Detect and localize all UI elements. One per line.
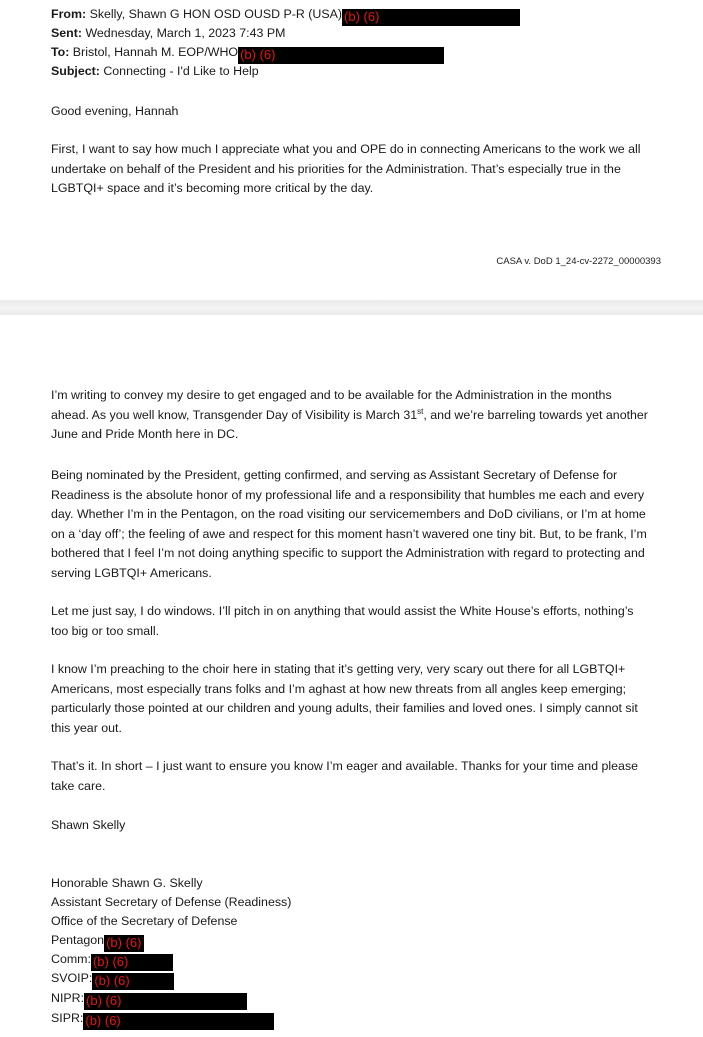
redaction-box: (b) (6) — [84, 993, 247, 1010]
signature-nipr — [51, 990, 247, 1010]
to-label: To: — [51, 45, 70, 59]
paragraph-2-text-b: , and we’re barreling towards yet another June and Pride Month here in DC. — [51, 407, 648, 441]
paragraph-4-text: Let me just say, I do windows. I’ll pitch in on anything that would assist the White House’s efforts, nothing’s too big or too small. — [51, 604, 634, 638]
superscript-st: st — [417, 406, 424, 416]
redaction-box: (b) (6) — [238, 47, 444, 64]
signature-comm — [51, 951, 173, 971]
signature-sipr — [51, 1010, 274, 1030]
sipr-label: SIPR: — [51, 1011, 84, 1025]
page-break — [0, 300, 703, 315]
document-page-1 — [0, 0, 703, 300]
svoip-label: SVOIP: — [51, 971, 93, 985]
paragraph-2 — [51, 386, 651, 445]
header-sent — [51, 25, 285, 41]
redaction-box: (b) (6) — [83, 1013, 274, 1030]
subject-label: Subject: — [51, 64, 100, 78]
bates-number: CASA v. DoD 1_24-cv-2272_00000393 — [496, 256, 661, 267]
paragraph-3 — [51, 466, 651, 583]
from-value: Skelly, Shawn G HON OSD OUSD P-R (USA) — [89, 7, 343, 21]
header-subject — [51, 63, 259, 79]
subject-value: Connecting - I'd Like to Help — [103, 64, 259, 78]
comm-label: Comm: — [51, 952, 91, 966]
sent-value: Wednesday, March 1, 2023 7:43 PM — [85, 26, 286, 40]
signature-pentagon — [51, 932, 144, 952]
nipr-label: NIPR: — [51, 991, 85, 1005]
signoff: Shawn Skelly — [51, 818, 126, 832]
paragraph-3-text: Being nominated by the President, getting confirmed, and serving as Assistant Secretary of Defense for Readiness is the absolute honor of my professional life and a responsibility that humbles me each and every day. Whether I’m in the Pentagon, on the road visiting our servicemembers and DoD civilians, or I’m at home on a ‘day off’; the feeling of awe and respect for this moment hasn’t wavered one tiny bit. But, to be frank, I’m bothered that I feel I’m not doing anything specific to support the Administration with regard to protecting and serving LGBTQI+ Americans. — [51, 468, 647, 580]
redaction-box: (b) (6) — [342, 9, 520, 26]
paragraph-5-text: I know I’m preaching to the choir here in stating that it’s getting very, very scary out there for all LGBTQI+ Americans, most especially trans folks and I’m aghast at how new threats from all angles keep emerging; particularly those pointed at our children and young adults, their families and loved ones. I simply cannot sit this year out. — [51, 662, 638, 735]
redaction-box: (b) (6) — [92, 973, 174, 990]
paragraph-1 — [51, 140, 651, 199]
paragraph-6 — [51, 757, 651, 796]
signature-office: Office of the Secretary of Defense — [51, 914, 238, 928]
header-from — [51, 6, 520, 26]
paragraph-1-text: First, I want to say how much I appreciate what you and OPE do in connecting Americans to the work we all undertake on behalf of the President and his priorities for the Administration. That’s especially true in the LGBTQI+ space and it’s becoming more critical by the day. — [51, 142, 641, 195]
paragraph-2-text-a: I’m writing to convey my desire to get engaged and to be available for the Administration in the months ahead. As you well know, Transgender Day of Visibility is March 31 — [51, 388, 612, 422]
signature-title: Assistant Secretary of Defense (Readiness) — [51, 895, 292, 909]
paragraph-6-text: That’s it. In short – I just want to ensure you know I’m eager and available. Thanks for your time and please take care. — [51, 759, 639, 793]
to-value: Bristol, Hannah M. EOP/WHO — [72, 45, 239, 59]
paragraph-5 — [51, 660, 651, 738]
pentagon-label: Pentagon — [51, 933, 105, 947]
header-to — [51, 44, 444, 64]
signature-svoip — [51, 970, 174, 990]
greeting: Good evening, Hannah — [51, 104, 179, 118]
redaction-box: (b) (6) — [104, 935, 144, 952]
paragraph-4 — [51, 602, 651, 641]
sent-label: Sent: — [51, 26, 82, 40]
from-label: From: — [51, 7, 87, 21]
document-page-2 — [0, 315, 703, 1037]
redaction-box: (b) (6) — [91, 954, 173, 971]
signature-name: Honorable Shawn G. Skelly — [51, 876, 203, 890]
